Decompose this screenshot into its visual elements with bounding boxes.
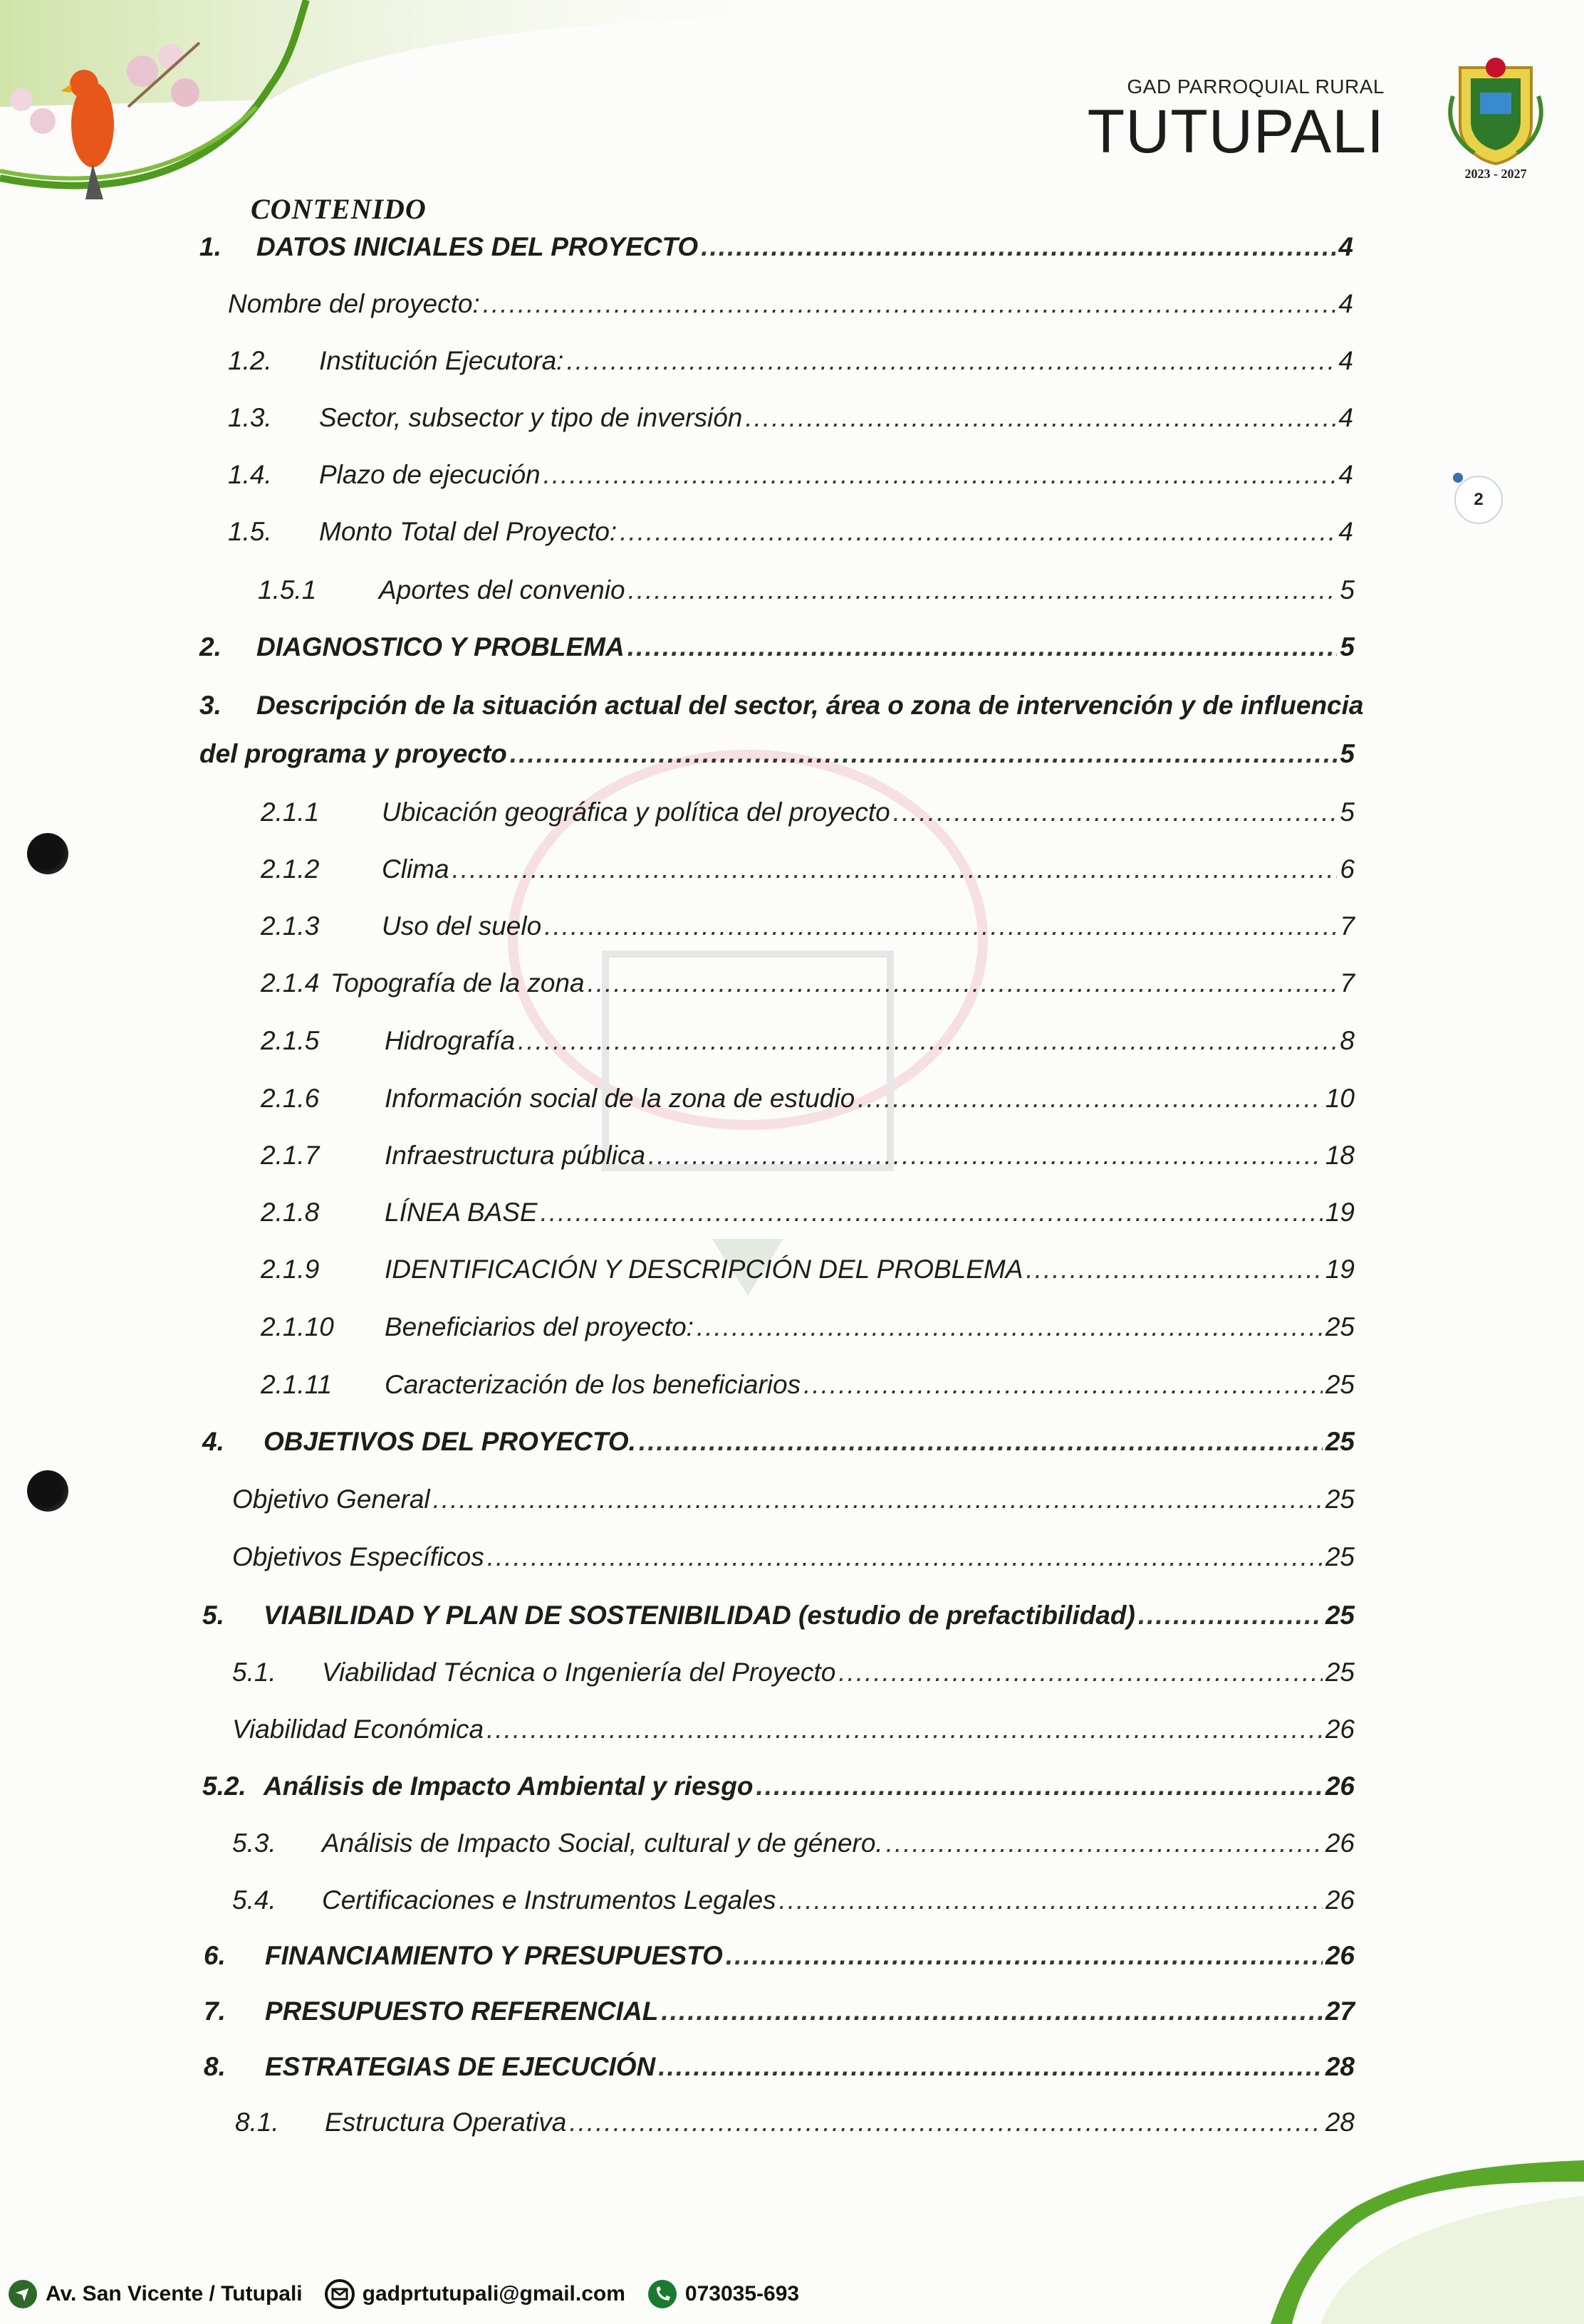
toc-entry-number: 2.1.3 — [261, 911, 320, 941]
toc-entry-page: 25 — [1325, 1542, 1355, 1571]
toc-leader — [701, 234, 1335, 260]
toc-entry — [228, 518, 1353, 545]
toc-entry-number: 2.1.9 — [261, 1255, 320, 1284]
header-decoration — [0, 0, 783, 214]
toc-leader — [779, 1887, 1323, 1913]
footer-email — [324, 2278, 625, 2310]
toc-entry-number: 4. — [202, 1427, 224, 1456]
toc-entry-page: 28 — [1325, 2108, 1355, 2137]
toc-leader — [627, 634, 1338, 660]
toc-entry-text: Ubicación geográfica y política del proyecto — [382, 797, 890, 827]
toc-leader — [661, 1998, 1322, 2024]
footer-phone-text: 073035-693 — [684, 2282, 800, 2305]
toc-entry — [204, 1942, 1355, 1969]
toc-entry-text: Hidrografía — [385, 1026, 516, 1055]
toc-entry-number: 1.4. — [228, 460, 272, 489]
toc-entry-number: 2.1.8 — [261, 1198, 320, 1227]
toc-entry — [261, 1027, 1355, 1054]
toc-leader — [628, 577, 1338, 603]
toc-entry-number: 8.1. — [235, 2108, 279, 2137]
toc-entry — [204, 1998, 1355, 2024]
toc-entry-page: 25 — [1325, 1427, 1355, 1456]
seal-years: 2023 - 2027 — [1464, 167, 1527, 181]
toc-entry — [199, 692, 1364, 718]
toc-leader — [745, 404, 1335, 431]
toc-entry-page: 25 — [1325, 1601, 1355, 1630]
toc-entry-page: 18 — [1325, 1141, 1355, 1170]
toc-entry — [228, 461, 1353, 488]
toc-entry-text: LÍNEA BASE — [385, 1198, 538, 1227]
toc-leader — [510, 740, 1338, 767]
toc-leader — [858, 1085, 1323, 1111]
toc-entry-text: Caracterización de los beneficiarios — [385, 1370, 801, 1399]
toc-entry-page: 25 — [1325, 1485, 1355, 1514]
toc-entry — [261, 1371, 1355, 1398]
punch-hole — [27, 833, 68, 874]
toc-entry-page: 25 — [1325, 1658, 1355, 1687]
toc-entry-number: 2.1.1 — [261, 797, 320, 827]
toc-leader — [658, 2053, 1323, 2080]
toc-entry-page: 4 — [1338, 346, 1353, 375]
toc-leader — [620, 518, 1335, 545]
parish-seal-icon — [1446, 53, 1546, 167]
toc-entry — [202, 1428, 1355, 1455]
toc-entry-number: 6. — [204, 1941, 226, 1970]
toc-entry-text: Objetivo General — [232, 1485, 430, 1514]
toc-entry-text: Topografía de la zona — [330, 968, 585, 998]
toc-entry-text: Clima — [382, 854, 449, 884]
toc-leader — [838, 1659, 1323, 1685]
toc-entry-number: 1. — [199, 232, 222, 261]
toc-leader — [543, 461, 1336, 488]
toc-entry-text: Objetivos Específicos — [232, 1542, 484, 1571]
toc-entry — [261, 856, 1355, 882]
toc-entry-page: 26 — [1325, 1715, 1355, 1744]
toc-leader — [518, 1027, 1337, 1054]
toc-entry — [199, 740, 1355, 767]
toc-entry-number: 1.3. — [228, 403, 272, 432]
toc-entry-page: 4 — [1338, 460, 1353, 489]
toc-entry-text: OBJETIVOS DEL PROYECTO. — [264, 1427, 636, 1456]
toc-leader — [1026, 1256, 1322, 1282]
toc-entry-text: Infraestructura pública — [385, 1141, 646, 1170]
toc-entry-page: 25 — [1325, 1312, 1355, 1341]
toc-entry-number: 8. — [204, 2052, 226, 2081]
toc-entry-page: 19 — [1325, 1255, 1355, 1284]
toc-entry — [261, 1199, 1355, 1225]
toc-entry-page: 5 — [1340, 632, 1355, 661]
toc-entry-page: 5 — [1340, 797, 1355, 827]
toc-entry — [228, 290, 1353, 317]
toc-entry-page: 19 — [1325, 1198, 1355, 1227]
toc-leader — [893, 799, 1338, 825]
toc-entry-text: Monto Total del Proyecto: — [319, 517, 618, 546]
toc-entry — [232, 1716, 1355, 1742]
toc-entry-text: DIAGNOSTICO Y PROBLEMA — [256, 632, 625, 661]
toc-entry-number: 2. — [199, 632, 222, 661]
toc-entry-text: Análisis de Impacto Ambiental y riesgo — [264, 1771, 754, 1801]
toc-entry-text: IDENTIFICACIÓN Y DESCRIPCIÓN DEL PROBLEMA — [385, 1255, 1023, 1284]
toc-entry-number: 5. — [202, 1601, 224, 1630]
toc-entry — [261, 913, 1355, 939]
toc-entry-page: 26 — [1325, 1771, 1355, 1801]
toc-entry-page: 7 — [1340, 911, 1355, 941]
toc-entry — [199, 634, 1355, 660]
toc-entry-number: 1.5.1 — [258, 575, 317, 604]
toc-entry-page: 27 — [1325, 1996, 1355, 2026]
toc-entry — [261, 1142, 1355, 1168]
toc-leader — [648, 1142, 1323, 1168]
toc-entry-number: 7. — [204, 1996, 226, 2026]
toc-entry-page: 26 — [1325, 1885, 1355, 1915]
footer-decoration — [1085, 2139, 1584, 2324]
toc-entry-text: Viabilidad Técnica o Ingeniería del Proyecto — [322, 1658, 836, 1687]
toc-entry-page: 26 — [1325, 1941, 1355, 1970]
toc-entry-number: 2.1.11 — [261, 1370, 333, 1399]
toc-leader — [452, 856, 1338, 882]
toc-entry-number: 5.1. — [232, 1658, 276, 1687]
toc-entry-text: Institución Ejecutora: — [319, 346, 564, 375]
toc-leader — [639, 1428, 1323, 1455]
toc-entry-number: 2.1.4 — [261, 968, 320, 998]
toc-entry-page: 4 — [1338, 232, 1353, 261]
toc-entry-number: 2.1.7 — [261, 1141, 320, 1170]
toc-entry-text: Aportes del convenio — [379, 575, 625, 604]
toc-leader — [566, 347, 1335, 374]
toc-entry-text: Nombre del proyecto: — [228, 289, 480, 318]
toc-entry — [261, 970, 1355, 996]
toc-entry-text: PRESUPUESTO REFERENCIAL — [265, 1996, 659, 2026]
page-number: 2 — [1454, 476, 1503, 524]
toc-entry-page: 5 — [1340, 739, 1355, 768]
toc-entry-text: Descripción de la situación actual del sector, área o zona de intervención y de influencia — [256, 691, 1364, 720]
toc-entry-page: 25 — [1325, 1370, 1355, 1399]
toc-entry-number: 5.4. — [232, 1885, 276, 1915]
toc-entry — [202, 1773, 1355, 1799]
toc-entry-text: FINANCIAMIENTO Y PRESUPUESTO — [265, 1941, 723, 1970]
phone-icon — [647, 2278, 678, 2310]
toc-entry-page: 26 — [1325, 1828, 1355, 1858]
toc-entry-number: 2.1.10 — [261, 1312, 334, 1341]
toc-entry-page: 4 — [1338, 403, 1353, 432]
org-name: TUTUPALI — [1087, 98, 1385, 166]
toc-entry — [199, 234, 1353, 260]
toc-leader — [486, 1716, 1323, 1742]
toc-entry — [232, 1486, 1355, 1512]
toc-entry — [232, 1887, 1355, 1913]
toc-entry-number: 5.3. — [232, 1828, 276, 1858]
toc-entry-text: Análisis de Impacto Social, cultural y de género. — [322, 1828, 883, 1858]
toc-entry-number: 2.1.6 — [261, 1084, 320, 1113]
toc-entry-page: 8 — [1340, 1026, 1355, 1055]
toc-entry-page: 6 — [1340, 854, 1355, 884]
toc-entry-number: 1.2. — [228, 346, 272, 375]
toc-entry-text: del programa y proyecto — [199, 739, 507, 768]
toc-entry-text: Beneficiarios del proyecto: — [385, 1312, 694, 1341]
toc-entry — [204, 2053, 1355, 2080]
toc-entry — [261, 1314, 1355, 1340]
toc-entry-number: 2.1.5 — [261, 1026, 320, 1055]
toc-leader — [433, 1486, 1323, 1512]
toc-entry — [235, 2109, 1355, 2135]
footer-address — [7, 2278, 303, 2310]
toc-entry-number: 3. — [199, 691, 222, 720]
toc-entry-text: Viabilidad Económica — [232, 1715, 484, 1744]
org-subtitle: GAD PARROQUIAL RURAL — [1127, 75, 1385, 98]
toc-leader — [588, 970, 1338, 996]
toc-entry — [232, 1830, 1355, 1856]
toc-entry-text: Estructura Operativa — [325, 2108, 567, 2137]
toc-entry-page: 10 — [1325, 1084, 1355, 1113]
toc-leader — [544, 913, 1337, 939]
toc-leader — [569, 2109, 1323, 2135]
toc-leader — [483, 290, 1336, 317]
toc-entry-text: VIABILIDAD Y PLAN DE SOSTENIBILIDAD (estudio de prefactibilidad) — [264, 1601, 1135, 1630]
toc-entry — [202, 1602, 1355, 1628]
toc-entry-page: 28 — [1325, 2052, 1355, 2081]
footer-address-text: Av. San Vicente / Tutupali — [46, 2282, 303, 2305]
toc-entry-page: 4 — [1338, 517, 1353, 546]
toc-entry — [258, 577, 1355, 603]
toc-leader — [803, 1371, 1323, 1398]
page-number-dot — [1453, 473, 1463, 483]
toc-entry — [261, 799, 1355, 825]
toc-leader — [1138, 1602, 1323, 1628]
toc-entry-text: DATOS INICIALES DEL PROYECTO — [256, 232, 699, 261]
toc-entry-text: ESTRATEGIAS DE EJECUCIÓN — [265, 2052, 656, 2081]
toc-leader — [726, 1942, 1323, 1969]
footer-phone — [647, 2278, 799, 2310]
location-icon — [7, 2278, 38, 2310]
toc-entry — [261, 1085, 1355, 1111]
toc-entry-page: 4 — [1338, 289, 1353, 318]
toc-entry — [228, 404, 1353, 431]
toc-entry-text: Plazo de ejecución — [319, 460, 541, 489]
toc-entry-text: Información social de la zona de estudio — [385, 1084, 855, 1113]
toc-entry — [232, 1659, 1355, 1685]
toc-leader — [487, 1544, 1323, 1570]
toc-entry — [261, 1256, 1355, 1282]
email-icon — [324, 2278, 355, 2310]
toc-entry-number: 1.5. — [228, 517, 272, 546]
punch-hole — [27, 1470, 68, 1512]
toc-entry-text: Certificaciones e Instrumentos Legales — [322, 1885, 776, 1915]
toc-entry-text: Uso del suelo — [382, 911, 542, 941]
toc-entry-number: 2.1.2 — [261, 854, 320, 884]
toc-leader — [756, 1773, 1322, 1799]
toc-entry-number: 5.2. — [202, 1771, 246, 1801]
toc-entry-page: 7 — [1340, 968, 1355, 998]
toc-title: CONTENIDO — [251, 193, 427, 225]
toc-entry-page: 5 — [1340, 575, 1355, 604]
toc-entry-text: Sector, subsector y tipo de inversión — [319, 403, 743, 432]
toc-entry — [228, 347, 1353, 374]
org-brand — [1087, 75, 1385, 166]
footer-email-text: gadprtutupali@gmail.com — [362, 2282, 625, 2305]
toc-leader — [886, 1830, 1323, 1856]
toc-leader — [541, 1199, 1323, 1225]
toc-entry — [232, 1544, 1355, 1570]
toc-leader — [697, 1314, 1323, 1340]
footer-contact — [7, 2278, 820, 2310]
